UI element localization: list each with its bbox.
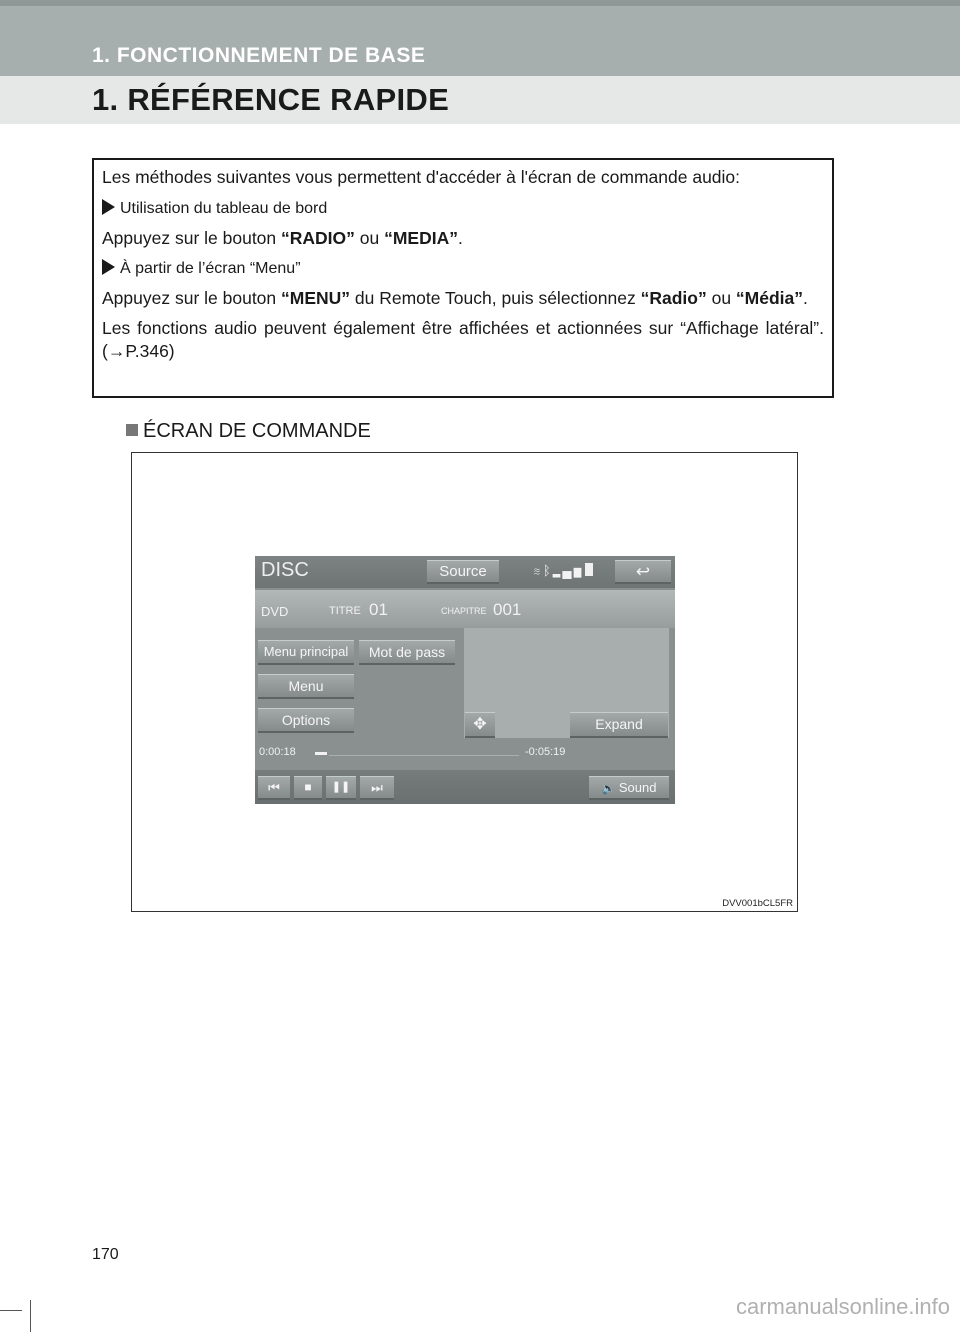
previous-track-icon[interactable]: ⏮ xyxy=(258,776,290,800)
disc-info-bar xyxy=(255,590,675,628)
progress-track[interactable] xyxy=(329,755,519,756)
bluetooth-icon: ᛒ xyxy=(542,563,553,578)
crop-mark-left-vertical xyxy=(30,1300,31,1332)
sound-button[interactable] xyxy=(589,776,669,800)
move-icon[interactable]: ✥ xyxy=(465,712,495,738)
method-menu-title: À partir de l’écran “Menu” xyxy=(102,256,824,280)
title-label: TITRE xyxy=(329,605,361,617)
method-dashboard-title: Utilisation du tableau de bord xyxy=(102,196,824,220)
status-icons xyxy=(533,563,593,578)
media-button-label: “MEDIA” xyxy=(384,227,458,248)
audio-control-screen xyxy=(255,556,675,804)
intro-text: Les méthodes suivantes vous permettent d'accéder à l'écran de commande audio: xyxy=(102,167,741,187)
speaker-icon: 🔈 xyxy=(601,783,616,795)
subsection-heading: ÉCRAN DE COMMANDE xyxy=(126,420,371,443)
watermark: carmanualsonline.info xyxy=(735,1294,950,1319)
battery-icon xyxy=(585,563,593,576)
side-display-note: Les fonctions audio peuvent également être affichées et actionnées sur “Affichage latéral”. (→P.346) xyxy=(102,317,824,361)
method-dashboard-text: Appuyez sur le bouton “RADIO” ou “MEDIA”. xyxy=(102,227,463,248)
triangle-bullet-icon xyxy=(102,199,115,215)
chapter-number: 001 xyxy=(493,600,522,619)
title-number: 01 xyxy=(369,600,388,619)
elapsed-time: 0:00:18 xyxy=(259,746,296,758)
radio-option-label: “Radio” xyxy=(640,288,707,309)
expand-button[interactable]: Expand xyxy=(570,712,668,738)
next-track-icon[interactable]: ⏭ xyxy=(360,776,394,800)
stop-icon[interactable]: ■ xyxy=(294,776,322,800)
method-menu-text: Appuyez sur le bouton “MENU” du Remote Touch, puis sélectionnez “Radio” ou “Média”. xyxy=(102,288,808,309)
media-type: DVD xyxy=(261,604,289,619)
wifi-icon: ≋ xyxy=(533,563,543,578)
crop-mark-left xyxy=(0,1310,22,1311)
arrow-icon: → xyxy=(107,340,126,361)
back-button[interactable]: ↩ xyxy=(615,560,671,584)
media-option-label: “Média” xyxy=(735,288,804,309)
main-menu-button[interactable]: Menu principal xyxy=(258,640,354,665)
figure-code: DVV001bCL5FR xyxy=(722,898,793,909)
access-methods-box xyxy=(92,158,834,398)
menu-button-label: “MENU” xyxy=(281,288,351,309)
pause-icon[interactable]: ❚❚ xyxy=(326,776,356,800)
source-button[interactable]: Source xyxy=(427,560,499,584)
sound-label: Sound xyxy=(618,780,657,795)
screen-title: DISC xyxy=(261,559,309,581)
page-title: 1. RÉFÉRENCE RAPIDE xyxy=(92,82,450,117)
signal-icon: ▂▄▆ xyxy=(552,563,584,578)
section-label: 1. FONCTIONNEMENT DE BASE xyxy=(92,44,426,67)
progress-knob[interactable] xyxy=(315,752,327,755)
radio-button-label: “RADIO” xyxy=(281,227,355,248)
remaining-time: -0:05:19 xyxy=(525,746,566,758)
page-number: 170 xyxy=(92,1246,119,1263)
triangle-bullet-icon xyxy=(102,259,115,275)
square-bullet-icon xyxy=(126,424,138,436)
password-button[interactable]: Mot de pass xyxy=(359,640,455,665)
options-button[interactable]: Options xyxy=(258,708,354,733)
chapter-label: CHAPITRE xyxy=(441,606,487,616)
menu-button[interactable]: Menu xyxy=(258,674,354,699)
